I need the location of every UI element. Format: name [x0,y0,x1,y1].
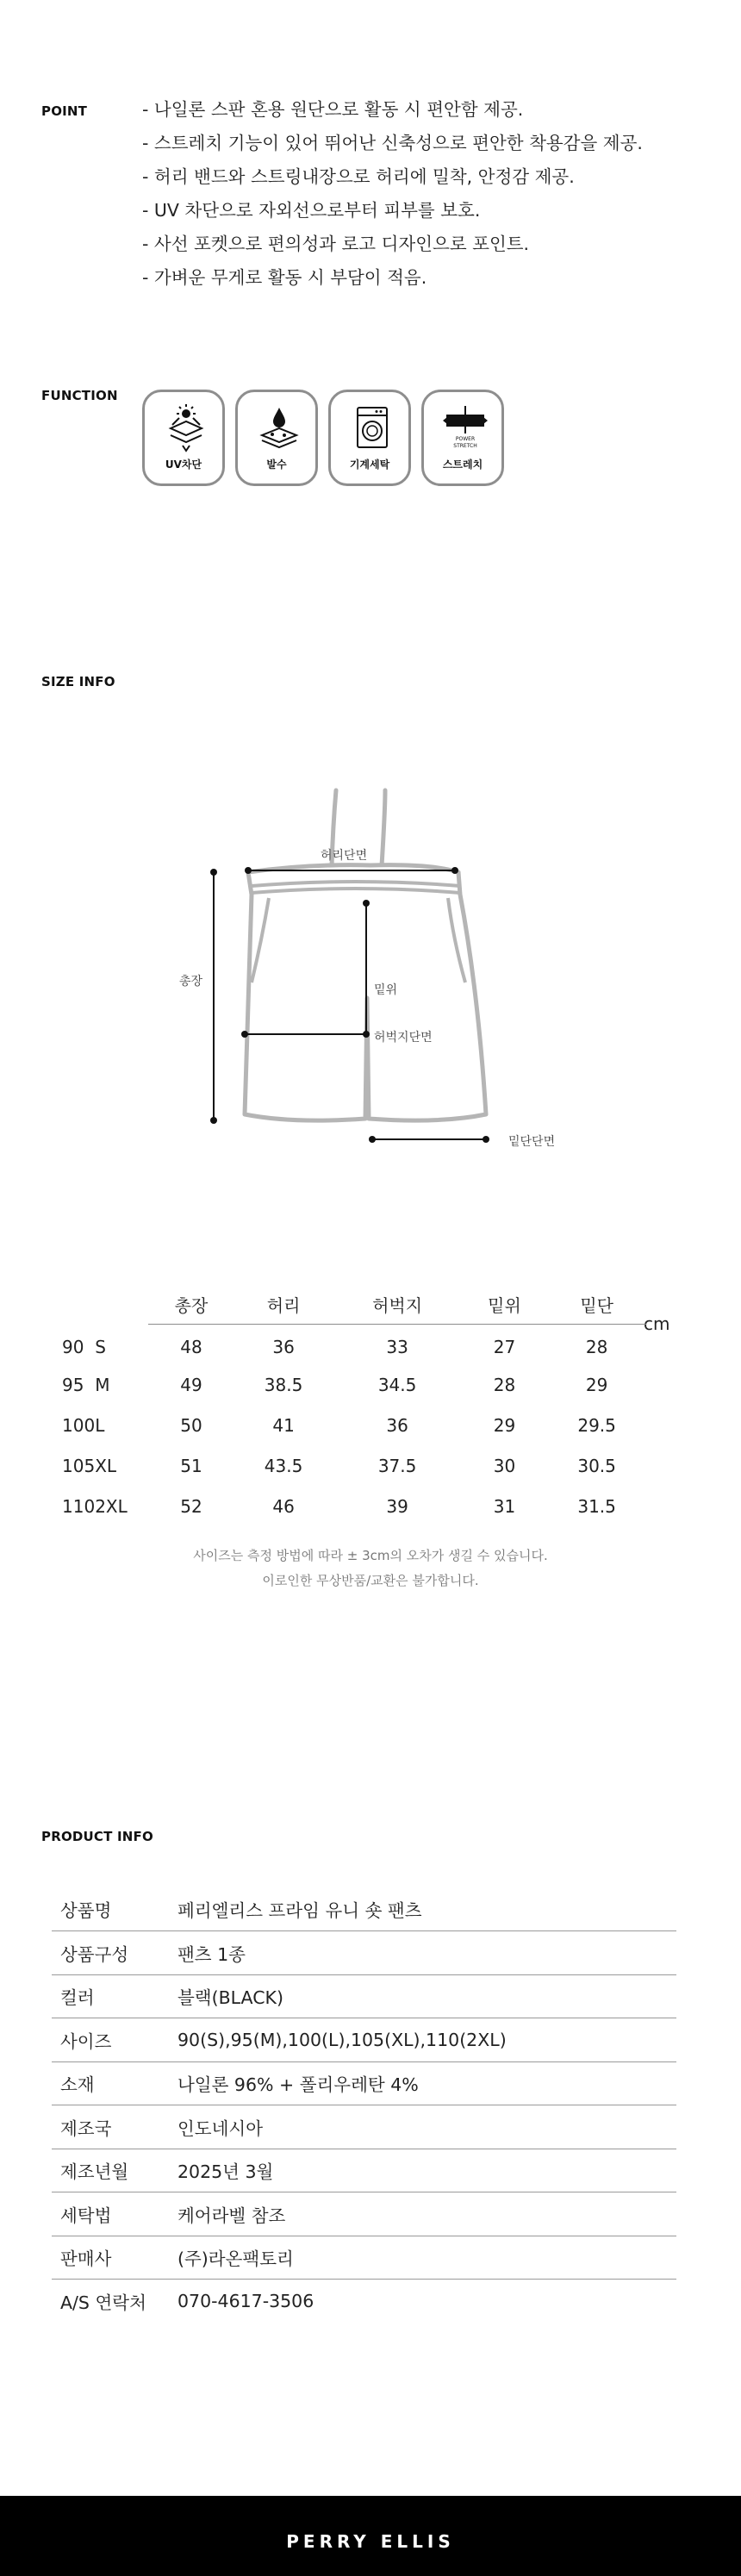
size-row [52,1445,646,1486]
drawstring-right [382,790,385,866]
product-info-key: 상품구성 [52,1931,177,1975]
product-info-key: 사이즈 [52,2018,177,2062]
product-info-row [52,2105,676,2149]
function-name: 발수 [266,458,287,471]
brand-logo: PERRY ELLIS [286,2530,455,2552]
size-value: 27 [493,1336,516,1357]
size-letter: L [95,1414,105,1436]
function-wash [328,390,411,486]
size-value: 41 [272,1414,295,1436]
size-value: 52 [180,1495,202,1517]
shorts-size-diagram [172,776,569,1155]
column-header: 총장 [148,1286,234,1324]
size-value: 29.5 [577,1414,616,1436]
thigh-label: 허벅지단면 [374,1031,433,1045]
size-value: 36 [272,1336,295,1357]
size-note: 이로인한 무상반품/교환은 불가합니다. [262,1573,479,1588]
size-unit: cm [644,1313,670,1334]
product-info-value: 90(S),95(M),100(L),105(XL),110(2XL) [177,2018,676,2062]
size-value: 34.5 [377,1374,417,1395]
size-letter: S [95,1336,106,1357]
product-info-row [52,2192,676,2236]
point-item: - 나일론 스판 혼용 원단으로 활동 시 편안함 제공. [142,99,524,120]
column-header: 밑위 [462,1286,548,1324]
product-info-value: 팬츠 1종 [177,1931,676,1975]
size-number: 110 [62,1495,96,1517]
size-row [52,1324,646,1364]
product-info-value: 페리엘리스 프라임 유니 숏 팬츠 [177,1887,676,1931]
function-water [235,390,318,486]
size-value: 43.5 [264,1455,303,1476]
column-header: 밑단 [547,1286,646,1324]
uv-protection-icon [160,402,212,454]
function-icons [142,390,504,486]
product-info-row [52,1887,676,1931]
size-value: 28 [493,1374,516,1395]
size-table-header [52,1286,646,1324]
size-value: 31 [493,1495,516,1517]
size-value: 50 [180,1414,202,1436]
product-info-key: 제조년월 [52,2149,177,2192]
size-value: 33 [386,1336,408,1357]
product-info-section-title: PRODUCT INFO [41,1829,153,1844]
washing-machine-icon [346,402,398,454]
product-info-value: 인도네시아 [177,2105,676,2149]
product-info-value: 케어라벨 참조 [177,2192,676,2236]
size-letter: M [95,1374,110,1395]
size-value: 51 [180,1455,202,1476]
size-letter: 2XL [95,1495,128,1517]
size-value: 30.5 [577,1455,616,1476]
size-number: 100 [62,1414,96,1436]
point-section-title: POINT [41,103,88,119]
product-info-value: 블랙(BLACK) [177,1974,676,2018]
size-number: 95 [62,1374,84,1395]
product-info-table [52,1887,676,2323]
column-header: 허리 [234,1286,333,1324]
point-item: - 스트레치 기능이 있어 뛰어난 신축성으로 편안한 착용감을 제공. [142,133,643,153]
empty-header [95,1286,148,1324]
function-stretch [421,390,504,486]
size-value: 46 [272,1495,295,1517]
point-item: - 가벼운 무게로 활동 시 부담이 적음. [142,267,427,288]
product-info-key: A/S 연락처 [60,2292,146,2313]
size-value: 29 [493,1414,516,1436]
point-item: - 사선 포켓으로 편의성과 로고 디자인으로 포인트. [142,234,530,254]
size-value: 49 [180,1374,202,1395]
function-uv [142,390,225,486]
size-value: 48 [180,1336,202,1357]
power-stretch-icon [439,402,491,454]
size-info-section-title: SIZE INFO [41,674,115,689]
size-table [52,1286,646,1526]
product-info-key: 세탁법 [52,2192,177,2236]
function-name: 기계세탁 [349,458,390,471]
waist-label: 허리단면 [321,849,368,863]
size-value: 29 [585,1374,608,1395]
point-item: - 허리 밴드와 스트링내장으로 허리에 밀착, 안정감 제공. [142,166,575,187]
product-info-value: (주)라온팩토리 [177,2236,676,2280]
power-stretch-text: POWER [455,436,476,442]
product-info-key: 컬러 [52,1974,177,2018]
product-info-row [52,2236,676,2280]
product-info-key: 소재 [52,2061,177,2105]
product-info-value: 070-4617-3506 [177,2291,314,2311]
size-value: 36 [386,1414,408,1436]
product-info-key: 판매사 [52,2236,177,2280]
product-info-value: 2025년 3월 [177,2149,676,2192]
function-name: UV차단 [165,458,202,471]
size-row [52,1405,646,1445]
size-value: 38.5 [264,1374,303,1395]
hem-label: 밑단단면 [508,1135,556,1149]
point-list [142,93,643,295]
function-name: 스트레치 [442,458,483,471]
size-note: 사이즈는 측정 방법에 따라 ± 3cm의 오차가 생길 수 있습니다. [193,1548,548,1563]
product-info-row [52,1974,676,2018]
empty-header [52,1286,95,1324]
size-number: 90 [62,1336,84,1357]
product-info-row [52,2061,676,2105]
size-value: 28 [585,1336,608,1357]
rise-label: 밑위 [374,983,398,997]
size-value: 39 [386,1495,408,1517]
product-info-row [52,2018,676,2062]
function-section-title: FUNCTION [41,388,118,403]
point-item: - UV 차단으로 자외선으로부터 피부를 보호. [142,200,481,221]
size-letter: XL [95,1455,117,1476]
footer [0,2496,741,2576]
size-number: 105 [62,1455,96,1476]
product-info-row [52,2149,676,2192]
size-row [52,1486,646,1526]
power-stretch-text: STRETCH [453,443,477,449]
column-header: 허벅지 [333,1286,461,1324]
size-row [52,1364,646,1405]
size-value: 30 [493,1455,516,1476]
size-value: 37.5 [377,1455,417,1476]
water-repellent-icon [253,402,305,454]
size-value: 31.5 [577,1495,616,1517]
product-info-row [52,1931,676,1975]
product-info-value: 나일론 96% + 폴리우레탄 4% [177,2061,676,2105]
product-info-row [52,2280,676,2323]
total-length-label: 총장 [179,975,203,989]
product-info-key: 상품명 [52,1887,177,1931]
product-info-key: 제조국 [52,2105,177,2149]
